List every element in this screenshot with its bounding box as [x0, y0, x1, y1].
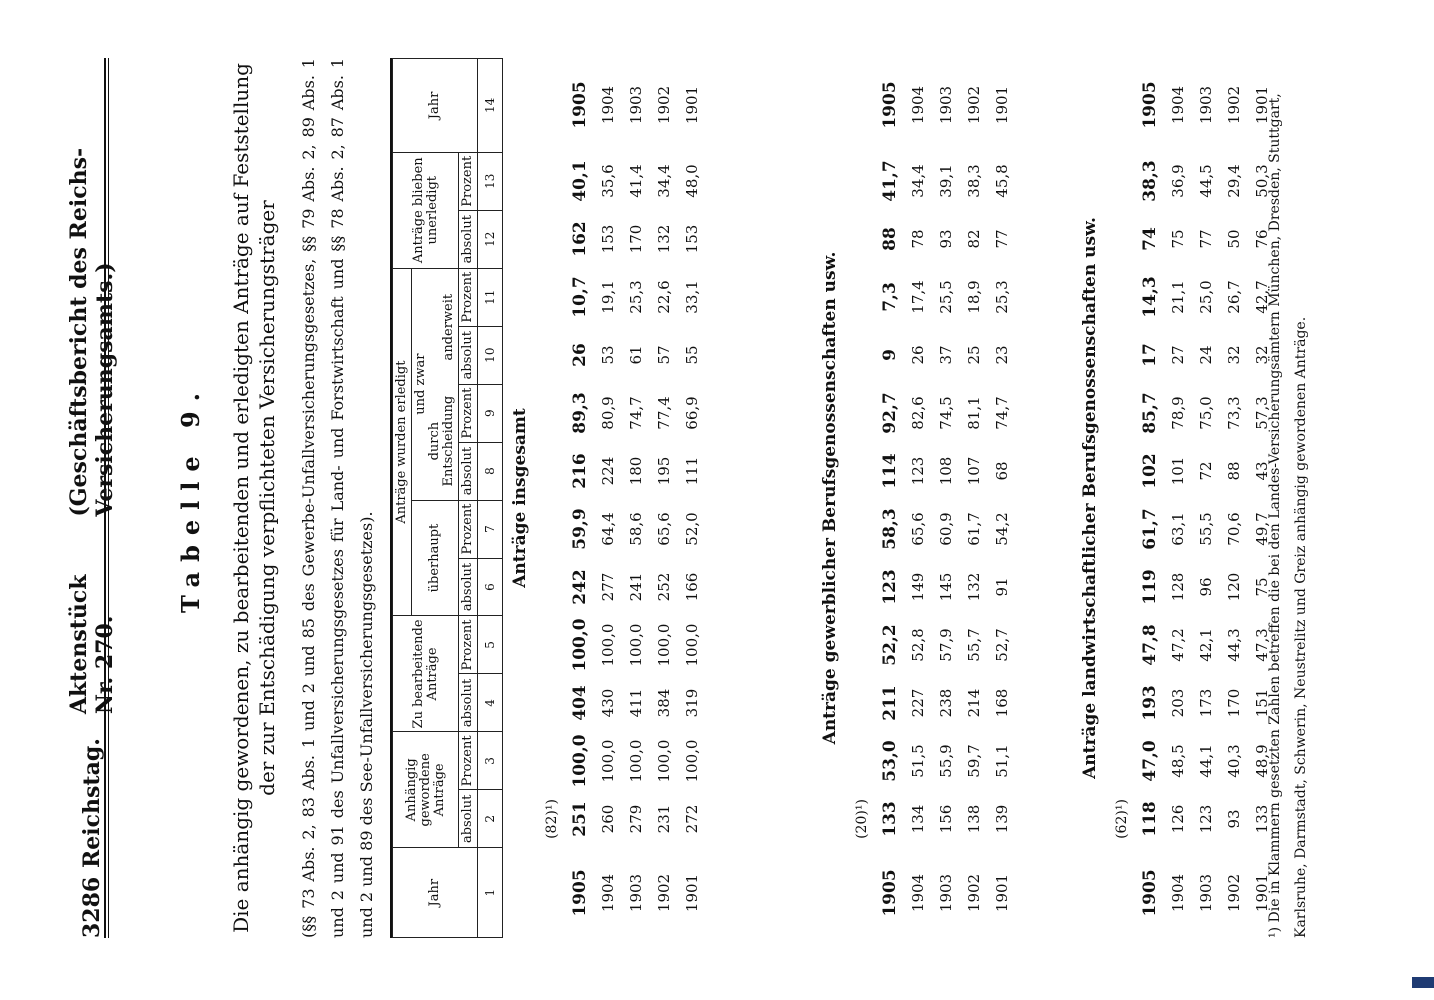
value-cell: 126	[1169, 804, 1187, 834]
value-cell: 153	[599, 224, 617, 254]
value-cell: 89,3	[570, 392, 590, 434]
value-cell: 64,4	[599, 512, 617, 546]
value-cell: 203	[1169, 688, 1187, 718]
running-header	[66, 58, 118, 938]
value-cell: 44,3	[1225, 628, 1243, 662]
value-cell: 50,3	[1253, 164, 1271, 198]
value-cell: 85,7	[1140, 392, 1160, 434]
value-cell: 77,4	[655, 396, 673, 430]
value-cell: 319	[683, 688, 701, 718]
year-cell: 1904	[1169, 85, 1187, 125]
value-cell: 52,2	[880, 624, 900, 666]
value-cell: 149	[909, 572, 927, 602]
value-cell: 153	[683, 224, 701, 254]
year-cell: 1902	[965, 873, 983, 913]
year-cell: 1902	[1225, 85, 1243, 125]
value-cell: 74,5	[937, 396, 955, 430]
value-cell: 25,3	[993, 280, 1011, 314]
hdr-jahr: Jahr	[393, 848, 478, 938]
bracket-count: (62)¹)	[1114, 799, 1130, 839]
value-cell: 180	[627, 456, 645, 486]
value-cell: 42,1	[1197, 628, 1215, 662]
year-cell: 1901	[683, 85, 701, 125]
value-cell: 51,5	[909, 744, 927, 778]
value-cell: 156	[937, 804, 955, 834]
value-cell: 23	[993, 345, 1011, 365]
table-header	[392, 58, 503, 938]
value-cell: 75,0	[1197, 396, 1215, 430]
value-cell: 238	[937, 688, 955, 718]
value-cell: 53	[599, 345, 617, 365]
value-cell: 133	[1253, 804, 1271, 834]
value-cell: 100,0	[599, 739, 617, 783]
value-cell: 49,7	[1253, 512, 1271, 546]
value-cell: 214	[965, 688, 983, 718]
value-cell: 61,7	[1140, 508, 1160, 550]
value-cell: 25,5	[937, 280, 955, 314]
col-number: 12	[478, 210, 503, 268]
year-cell: 1903	[1197, 85, 1215, 125]
value-cell: 404	[570, 685, 590, 721]
value-cell: 21,1	[1169, 280, 1187, 314]
table-row	[622, 58, 650, 938]
value-cell: 80,9	[599, 396, 617, 430]
year-cell: 1904	[909, 85, 927, 125]
value-cell: 91	[993, 577, 1011, 597]
value-cell: 45,8	[993, 164, 1011, 198]
value-cell: 55,7	[965, 628, 983, 662]
value-cell: 25,3	[627, 280, 645, 314]
value-cell: 75	[1253, 577, 1271, 597]
value-cell: 114	[880, 453, 900, 489]
value-cell: 66,9	[683, 396, 701, 430]
value-cell: 59,7	[965, 744, 983, 778]
value-cell: 93	[937, 229, 955, 249]
value-cell: 50	[1225, 229, 1243, 249]
value-cell: 73,3	[1225, 396, 1243, 430]
value-cell: 18,9	[965, 280, 983, 314]
value-cell: 25	[965, 345, 983, 365]
value-cell: 22,6	[655, 280, 673, 314]
col-number: 1	[478, 848, 503, 938]
value-cell: 59,9	[570, 508, 590, 550]
value-cell: 58,6	[627, 512, 645, 546]
year-cell: 1903	[937, 873, 955, 913]
hdr-absolut: absolut	[459, 326, 478, 384]
value-cell: 48,9	[1253, 744, 1271, 778]
value-cell: 26,7	[1225, 280, 1243, 314]
value-cell: 41,4	[627, 164, 645, 198]
value-cell: 134	[909, 804, 927, 834]
hdr-prozent: Prozent	[459, 500, 478, 558]
year-cell: 1902	[1225, 873, 1243, 913]
table-row	[678, 58, 706, 938]
value-cell: 7,3	[880, 282, 900, 312]
value-cell: 279	[627, 804, 645, 834]
table-row	[1220, 58, 1248, 938]
year-cell: 1901	[1253, 85, 1271, 125]
value-cell: 61	[627, 345, 645, 365]
value-cell: 100,0	[683, 623, 701, 667]
hdr-durch-entscheidung: durch Entscheidung	[427, 395, 456, 487]
year-cell: 1903	[627, 85, 645, 125]
value-cell: 100,0	[570, 734, 590, 788]
table-row	[1136, 58, 1164, 938]
value-cell: 128	[1169, 572, 1187, 602]
col-number: 9	[478, 384, 503, 442]
section-title: Anträge landwirtschaftlicher Berufsgenossenschaften usw.	[1080, 217, 1100, 779]
column-number-row	[478, 59, 503, 938]
year-cell: 1903	[627, 873, 645, 913]
value-cell: 162	[570, 221, 590, 257]
value-cell: 63,1	[1169, 512, 1187, 546]
value-cell: 93	[1225, 809, 1243, 829]
header-reichstag: Reichstag.	[79, 738, 105, 868]
value-cell: 42,7	[1253, 280, 1271, 314]
value-cell: 77	[1197, 229, 1215, 249]
table-row	[594, 58, 622, 938]
value-cell: 100,0	[655, 739, 673, 783]
value-cell: 100,0	[570, 618, 590, 672]
year-cell: 1904	[599, 85, 617, 125]
header-rule	[104, 58, 106, 938]
value-cell: 32	[1253, 345, 1271, 365]
value-cell: 170	[1225, 688, 1243, 718]
value-cell: 47,8	[1140, 624, 1160, 666]
hdr-prozent: Prozent	[459, 152, 478, 210]
value-cell: 123	[880, 569, 900, 605]
value-cell: 384	[655, 688, 673, 718]
hdr-prozent: Prozent	[459, 732, 478, 790]
year-cell: 1902	[965, 85, 983, 125]
value-cell: 170	[627, 224, 645, 254]
hdr-prozent: Prozent	[459, 384, 478, 442]
section-title: Anträge insgesamt	[510, 408, 530, 588]
value-cell: 74,7	[993, 396, 1011, 430]
hdr-anderweit: anderweit	[441, 293, 456, 361]
value-cell: 241	[627, 572, 645, 602]
year-cell: 1904	[1169, 873, 1187, 913]
col-number: 2	[478, 790, 503, 848]
col-number: 5	[478, 616, 503, 674]
value-cell: 61,7	[965, 512, 983, 546]
table-row	[904, 58, 932, 938]
table-row	[1164, 58, 1192, 938]
bracket-row	[1108, 58, 1136, 938]
header-doc: Aktenstück Nr. 270.	[66, 574, 118, 715]
value-cell: 100,0	[683, 739, 701, 783]
value-cell: 48,5	[1169, 744, 1187, 778]
value-cell: 145	[937, 572, 955, 602]
year-cell: 1902	[655, 873, 673, 913]
value-cell: 251	[570, 801, 590, 837]
year-cell: 1905	[1140, 869, 1160, 917]
value-cell: 168	[993, 688, 1011, 718]
value-cell: 52,8	[909, 628, 927, 662]
value-cell: 78	[909, 229, 927, 249]
value-cell: 58,3	[880, 508, 900, 550]
value-cell: 26	[570, 343, 590, 367]
value-cell: 44,1	[1197, 744, 1215, 778]
value-cell: 65,6	[909, 512, 927, 546]
year-cell: 1904	[909, 873, 927, 913]
dfg-logo	[1412, 977, 1434, 988]
col-number: 8	[478, 442, 503, 500]
hdr-zu-bearbeiten: Zu bearbeitende Anträge	[393, 616, 459, 732]
col-number: 11	[478, 268, 503, 326]
col-number: 7	[478, 500, 503, 558]
table-row	[650, 58, 678, 938]
value-cell: 139	[993, 804, 1011, 834]
hdr-und-zwar	[412, 268, 459, 500]
value-cell: 10,7	[570, 276, 590, 318]
hdr-unerledigt: Anträge blieben unerledigt	[393, 152, 459, 268]
value-cell: 277	[599, 572, 617, 602]
value-cell: 44,5	[1197, 164, 1215, 198]
value-cell: 26	[909, 345, 927, 365]
value-cell: 27	[1169, 345, 1187, 365]
year-cell: 1902	[655, 85, 673, 125]
col-number: 14	[478, 59, 503, 153]
table-section	[510, 58, 706, 938]
hdr-ueberhaupt: überhaupt	[412, 500, 459, 616]
value-cell: 77	[993, 229, 1011, 249]
section-title: Anträge gewerblicher Berufsgenossenschaften usw.	[820, 251, 840, 745]
year-cell: 1903	[1197, 873, 1215, 913]
value-cell: 151	[1253, 688, 1271, 718]
value-cell: 43	[1253, 461, 1271, 481]
value-cell: 231	[655, 804, 673, 834]
value-cell: 88	[880, 227, 900, 251]
value-cell: 48,0	[683, 164, 701, 198]
value-cell: 82	[965, 229, 983, 249]
year-cell: 1905	[880, 81, 900, 129]
table-section	[1080, 58, 1276, 938]
value-cell: 53,0	[880, 740, 900, 782]
hdr-absolut: absolut	[459, 674, 478, 732]
col-number: 3	[478, 732, 503, 790]
year-cell: 1904	[599, 873, 617, 913]
value-cell: 52,0	[683, 512, 701, 546]
value-cell: 57	[655, 345, 673, 365]
value-cell: 430	[599, 688, 617, 718]
value-cell: 24	[1197, 345, 1215, 365]
value-cell: 108	[937, 456, 955, 486]
value-cell: 252	[655, 572, 673, 602]
year-cell: 1903	[937, 85, 955, 125]
value-cell: 14,3	[1140, 276, 1160, 318]
value-cell: 47,2	[1169, 628, 1187, 662]
bracket-count: (20)¹)	[854, 799, 870, 839]
value-cell: 37	[937, 345, 955, 365]
value-cell: 260	[599, 804, 617, 834]
value-cell: 123	[909, 456, 927, 486]
value-cell: 70,6	[1225, 512, 1243, 546]
value-cell: 36,9	[1169, 164, 1187, 198]
year-cell: 1905	[1140, 81, 1160, 129]
value-cell: 120	[1225, 572, 1243, 602]
value-cell: 52,7	[993, 628, 1011, 662]
value-cell: 82,6	[909, 396, 927, 430]
value-cell: 54,2	[993, 512, 1011, 546]
value-cell: 78,9	[1169, 396, 1187, 430]
value-cell: 35,6	[599, 164, 617, 198]
year-cell: 1901	[683, 873, 701, 913]
hdr-anhaengig: Anhängig gewordene Anträge	[393, 732, 459, 848]
value-cell: 29,4	[1225, 164, 1243, 198]
page-number: 3286	[79, 876, 105, 938]
bracket-count: (82)¹)	[544, 799, 560, 839]
value-cell: 51,1	[993, 744, 1011, 778]
value-cell: 72	[1197, 461, 1215, 481]
header-report: (Geschäftsbericht des Reichs-Versicherungsamts.)	[66, 147, 118, 517]
value-cell: 224	[599, 456, 617, 486]
value-cell: 411	[627, 688, 645, 718]
hdr-absolut: absolut	[459, 790, 478, 848]
header-rule-thin	[108, 58, 109, 938]
value-cell: 57,3	[1253, 396, 1271, 430]
table-section	[820, 58, 1016, 938]
year-cell: 1905	[570, 81, 590, 129]
value-cell: 38,3	[1140, 160, 1160, 202]
hdr-prozent: Prozent	[459, 268, 478, 326]
hdr-jahr-right: Jahr	[393, 59, 478, 153]
value-cell: 34,4	[909, 164, 927, 198]
hdr-absolut: absolut	[459, 558, 478, 616]
value-cell: 17	[1140, 343, 1160, 367]
table-row	[960, 58, 988, 938]
legal-reference: (§§ 73 Abs. 2, 83 Abs. 1 und 2 und 85 des Gewerbe-Unfallversicherungsgesetzes, §§ 79 Abs. 2, 89 Abs. 1 und 2 und 91 des Unfallversicherungsgesetzes für Land- und Forstwirtschaft und §§ 78 Abs. 2, 87 Abs. 1 und 2 und 89 des See-Unfallversicherungsgesetzes).	[299, 58, 376, 938]
value-cell: 123	[1197, 804, 1215, 834]
value-cell: 242	[570, 569, 590, 605]
footnote: ¹) Die in Klammern gesetzten Zahlen betreffen die bei den Landes-Versicherungsämtern München, Dresden, Stuttgart, Karlsruhe, Darmstadt, Schwerin, Neustrelitz und Greiz anhängig gewordenen Anträge.	[1267, 93, 1309, 938]
value-cell: 119	[1140, 569, 1160, 605]
value-cell: 9	[880, 349, 900, 361]
value-cell: 211	[880, 685, 900, 721]
intro-text: Die anhängig gewordenen, zu bearbeitenden und erledigten Anträge auf Feststellung der zur Entschädigung verpflichteten Versicherungsträger	[229, 63, 279, 933]
value-cell: 47,0	[1140, 740, 1160, 782]
hdr-absolut: absolut	[459, 442, 478, 500]
value-cell: 133	[880, 801, 900, 837]
value-cell: 92,7	[880, 392, 900, 434]
value-cell: 39,1	[937, 164, 955, 198]
value-cell: 47,3	[1253, 628, 1271, 662]
value-cell: 57,9	[937, 628, 955, 662]
value-cell: 74	[1140, 227, 1160, 251]
value-cell: 216	[570, 453, 590, 489]
hdr-prozent: Prozent	[459, 616, 478, 674]
value-cell: 41,7	[880, 160, 900, 202]
value-cell: 68	[993, 461, 1011, 481]
dfg-credit	[1418, 8, 1434, 992]
col-number: 13	[478, 152, 503, 210]
value-cell: 227	[909, 688, 927, 718]
bracket-row	[848, 58, 876, 938]
value-cell: 55,5	[1197, 512, 1215, 546]
table-title: Tabelle 9.	[176, 382, 205, 614]
value-cell: 100,0	[627, 739, 645, 783]
table-row	[1192, 58, 1220, 938]
value-cell: 100,0	[655, 623, 673, 667]
table-row	[932, 58, 960, 938]
year-cell: 1901	[993, 85, 1011, 125]
value-cell: 138	[965, 804, 983, 834]
value-cell: 38,3	[965, 164, 983, 198]
table-row	[876, 58, 904, 938]
value-cell: 34,4	[655, 164, 673, 198]
value-cell: 101	[1169, 456, 1187, 486]
value-cell: 25,0	[1197, 280, 1215, 314]
value-cell: 166	[683, 572, 701, 602]
year-cell: 1901	[1253, 873, 1271, 913]
value-cell: 100,0	[627, 623, 645, 667]
value-cell: 19,1	[599, 280, 617, 314]
value-cell: 132	[655, 224, 673, 254]
table-row	[566, 58, 594, 938]
value-cell: 132	[965, 572, 983, 602]
hdr-absolut: absolut	[459, 210, 478, 268]
value-cell: 81,1	[965, 396, 983, 430]
value-cell: 76	[1253, 229, 1271, 249]
value-cell: 40,1	[570, 160, 590, 202]
value-cell: 195	[655, 456, 673, 486]
value-cell: 193	[1140, 685, 1160, 721]
year-cell: 1905	[880, 869, 900, 917]
value-cell: 111	[683, 456, 701, 486]
year-cell: 1901	[993, 873, 1011, 913]
value-cell: 100,0	[599, 623, 617, 667]
value-cell: 60,9	[937, 512, 955, 546]
bracket-row	[538, 58, 566, 938]
col-number: 6	[478, 558, 503, 616]
value-cell: 65,6	[655, 512, 673, 546]
value-cell: 96	[1197, 577, 1215, 597]
value-cell: 74,7	[627, 396, 645, 430]
table-row	[988, 58, 1016, 938]
col-number: 4	[478, 674, 503, 732]
value-cell: 55	[683, 345, 701, 365]
value-cell: 40,3	[1225, 744, 1243, 778]
value-cell: 102	[1140, 453, 1160, 489]
value-cell: 17,4	[909, 280, 927, 314]
value-cell: 33,1	[683, 280, 701, 314]
hdr-und-zwar-label: und zwar	[413, 353, 428, 415]
value-cell: 32	[1225, 345, 1243, 365]
value-cell: 107	[965, 456, 983, 486]
value-cell: 55,9	[937, 744, 955, 778]
year-cell: 1905	[570, 869, 590, 917]
value-cell: 272	[683, 804, 701, 834]
col-number: 10	[478, 326, 503, 384]
hdr-erledigt: Anträge wurden erledigt	[393, 268, 412, 616]
value-cell: 88	[1225, 461, 1243, 481]
value-cell: 75	[1169, 229, 1187, 249]
value-cell: 173	[1197, 688, 1215, 718]
value-cell: 118	[1140, 801, 1160, 837]
